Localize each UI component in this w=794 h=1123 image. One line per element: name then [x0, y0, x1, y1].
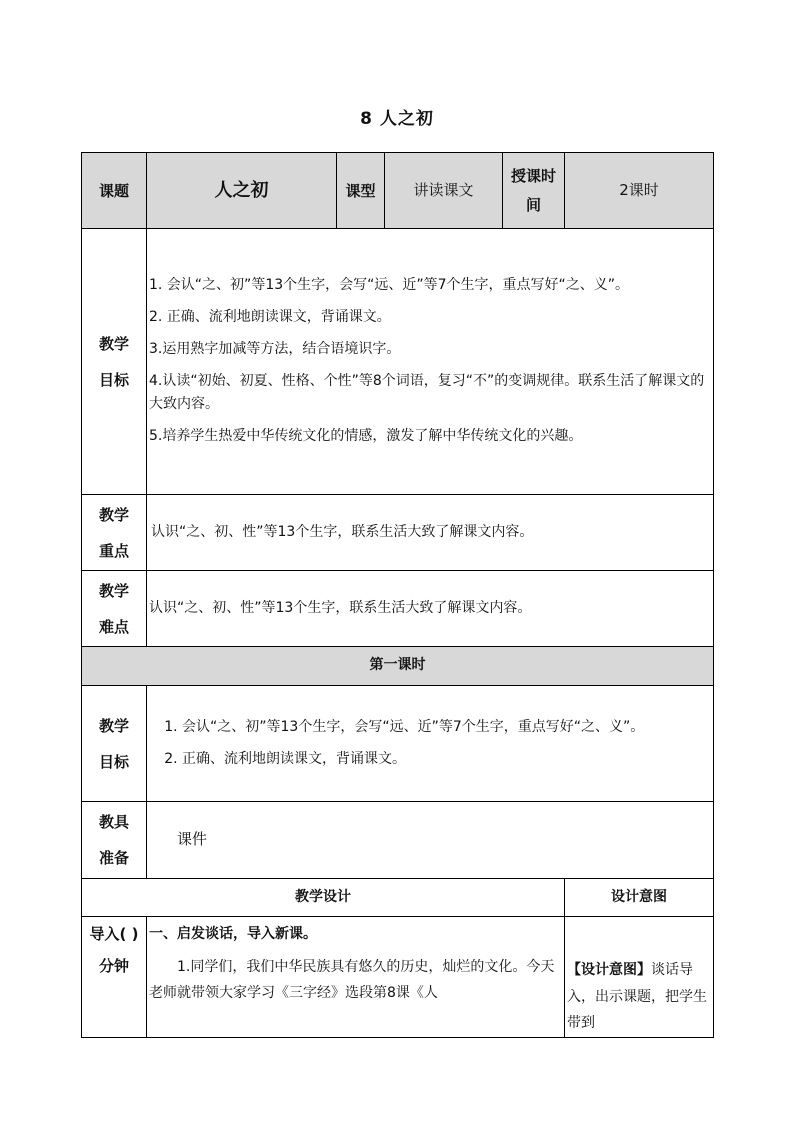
first-lesson-heading: 第一课时 [82, 647, 714, 686]
first-lesson-heading-row [82, 647, 714, 686]
goal-item: 5.培养学生热爱中华传统文化的情感，激发了解中华传统文化的兴趣。 [149, 428, 583, 445]
type-label: 课型 [337, 153, 385, 229]
tools-value: 课件 [147, 802, 714, 879]
topic-label: 课题 [82, 153, 147, 229]
goal-item: 2. 正确、流利地朗读课文，背诵课文。 [149, 308, 391, 325]
first-lesson-goals-row [82, 686, 714, 802]
topic-value: 人之初 [147, 153, 337, 229]
difficulties-row [82, 571, 714, 647]
goal-item: 2. 正确、流利地朗读课文，背诵课文。 [164, 750, 406, 767]
first-lesson-goals-label: 教学目标 [82, 686, 147, 802]
goals-list [147, 229, 714, 495]
intro-row [82, 917, 714, 1038]
goal-item: 1. 会认“之、初”等13个生字，会写“远、近”等7个生字，重点写好“之、义”。 [149, 277, 630, 294]
type-value: 讲读课文 [385, 153, 503, 229]
design-head-row [82, 879, 714, 917]
goals-row [82, 229, 714, 495]
key-points-label: 教学重点 [82, 495, 147, 571]
goal-item: 4.认读“初始、初夏、性格、个性”等8个词语，复习“不”的变调规律。联系生活了解课文的大致内容。 [149, 372, 705, 413]
intent-tag: 【设计意图】 [567, 962, 651, 978]
time-label: 授课时间 [503, 153, 565, 229]
first-lesson-goals-list [147, 686, 714, 802]
intro-section-title: 一、启发谈话，导入新课。 [149, 926, 317, 942]
intro-body [147, 917, 565, 1038]
design-head: 教学设计 [82, 879, 565, 917]
tools-row [82, 802, 714, 879]
time-value: 2课时 [565, 153, 714, 229]
page-title: 8 人之初 [360, 109, 434, 129]
intent-head: 设计意图 [565, 879, 714, 917]
tools-label: 教具准备 [82, 802, 147, 879]
difficulties-label: 教学难点 [82, 571, 147, 647]
key-points-row [82, 495, 714, 571]
intro-stage-label: 导入( )分钟 [82, 917, 147, 1038]
key-points-text: 认识“之、初、性”等13个生字，联系生活大致了解课文内容。 [147, 495, 714, 571]
goals-label: 教学目标 [82, 229, 147, 495]
goal-item: 3.运用熟字加减等方法，结合语境识字。 [149, 340, 401, 357]
goal-item: 1. 会认“之、初”等13个生字，会写“远、近”等7个生字，重点写好“之、义”。 [164, 718, 645, 735]
header-row [82, 153, 714, 229]
intro-intent [565, 917, 714, 1038]
intro-paragraph: 1.同学们，我们中华民族具有悠久的历史，灿烂的文化。今天老师就带领大家学习《三字经》选段第8课《人 [149, 958, 555, 1002]
difficulties-text: 认识“之、初、性”等13个生字，联系生活大致了解课文内容。 [147, 571, 714, 647]
intent-text: 谈话导入，出示课题，把学生带到 [567, 962, 707, 1032]
lesson-plan-table [81, 152, 714, 1038]
